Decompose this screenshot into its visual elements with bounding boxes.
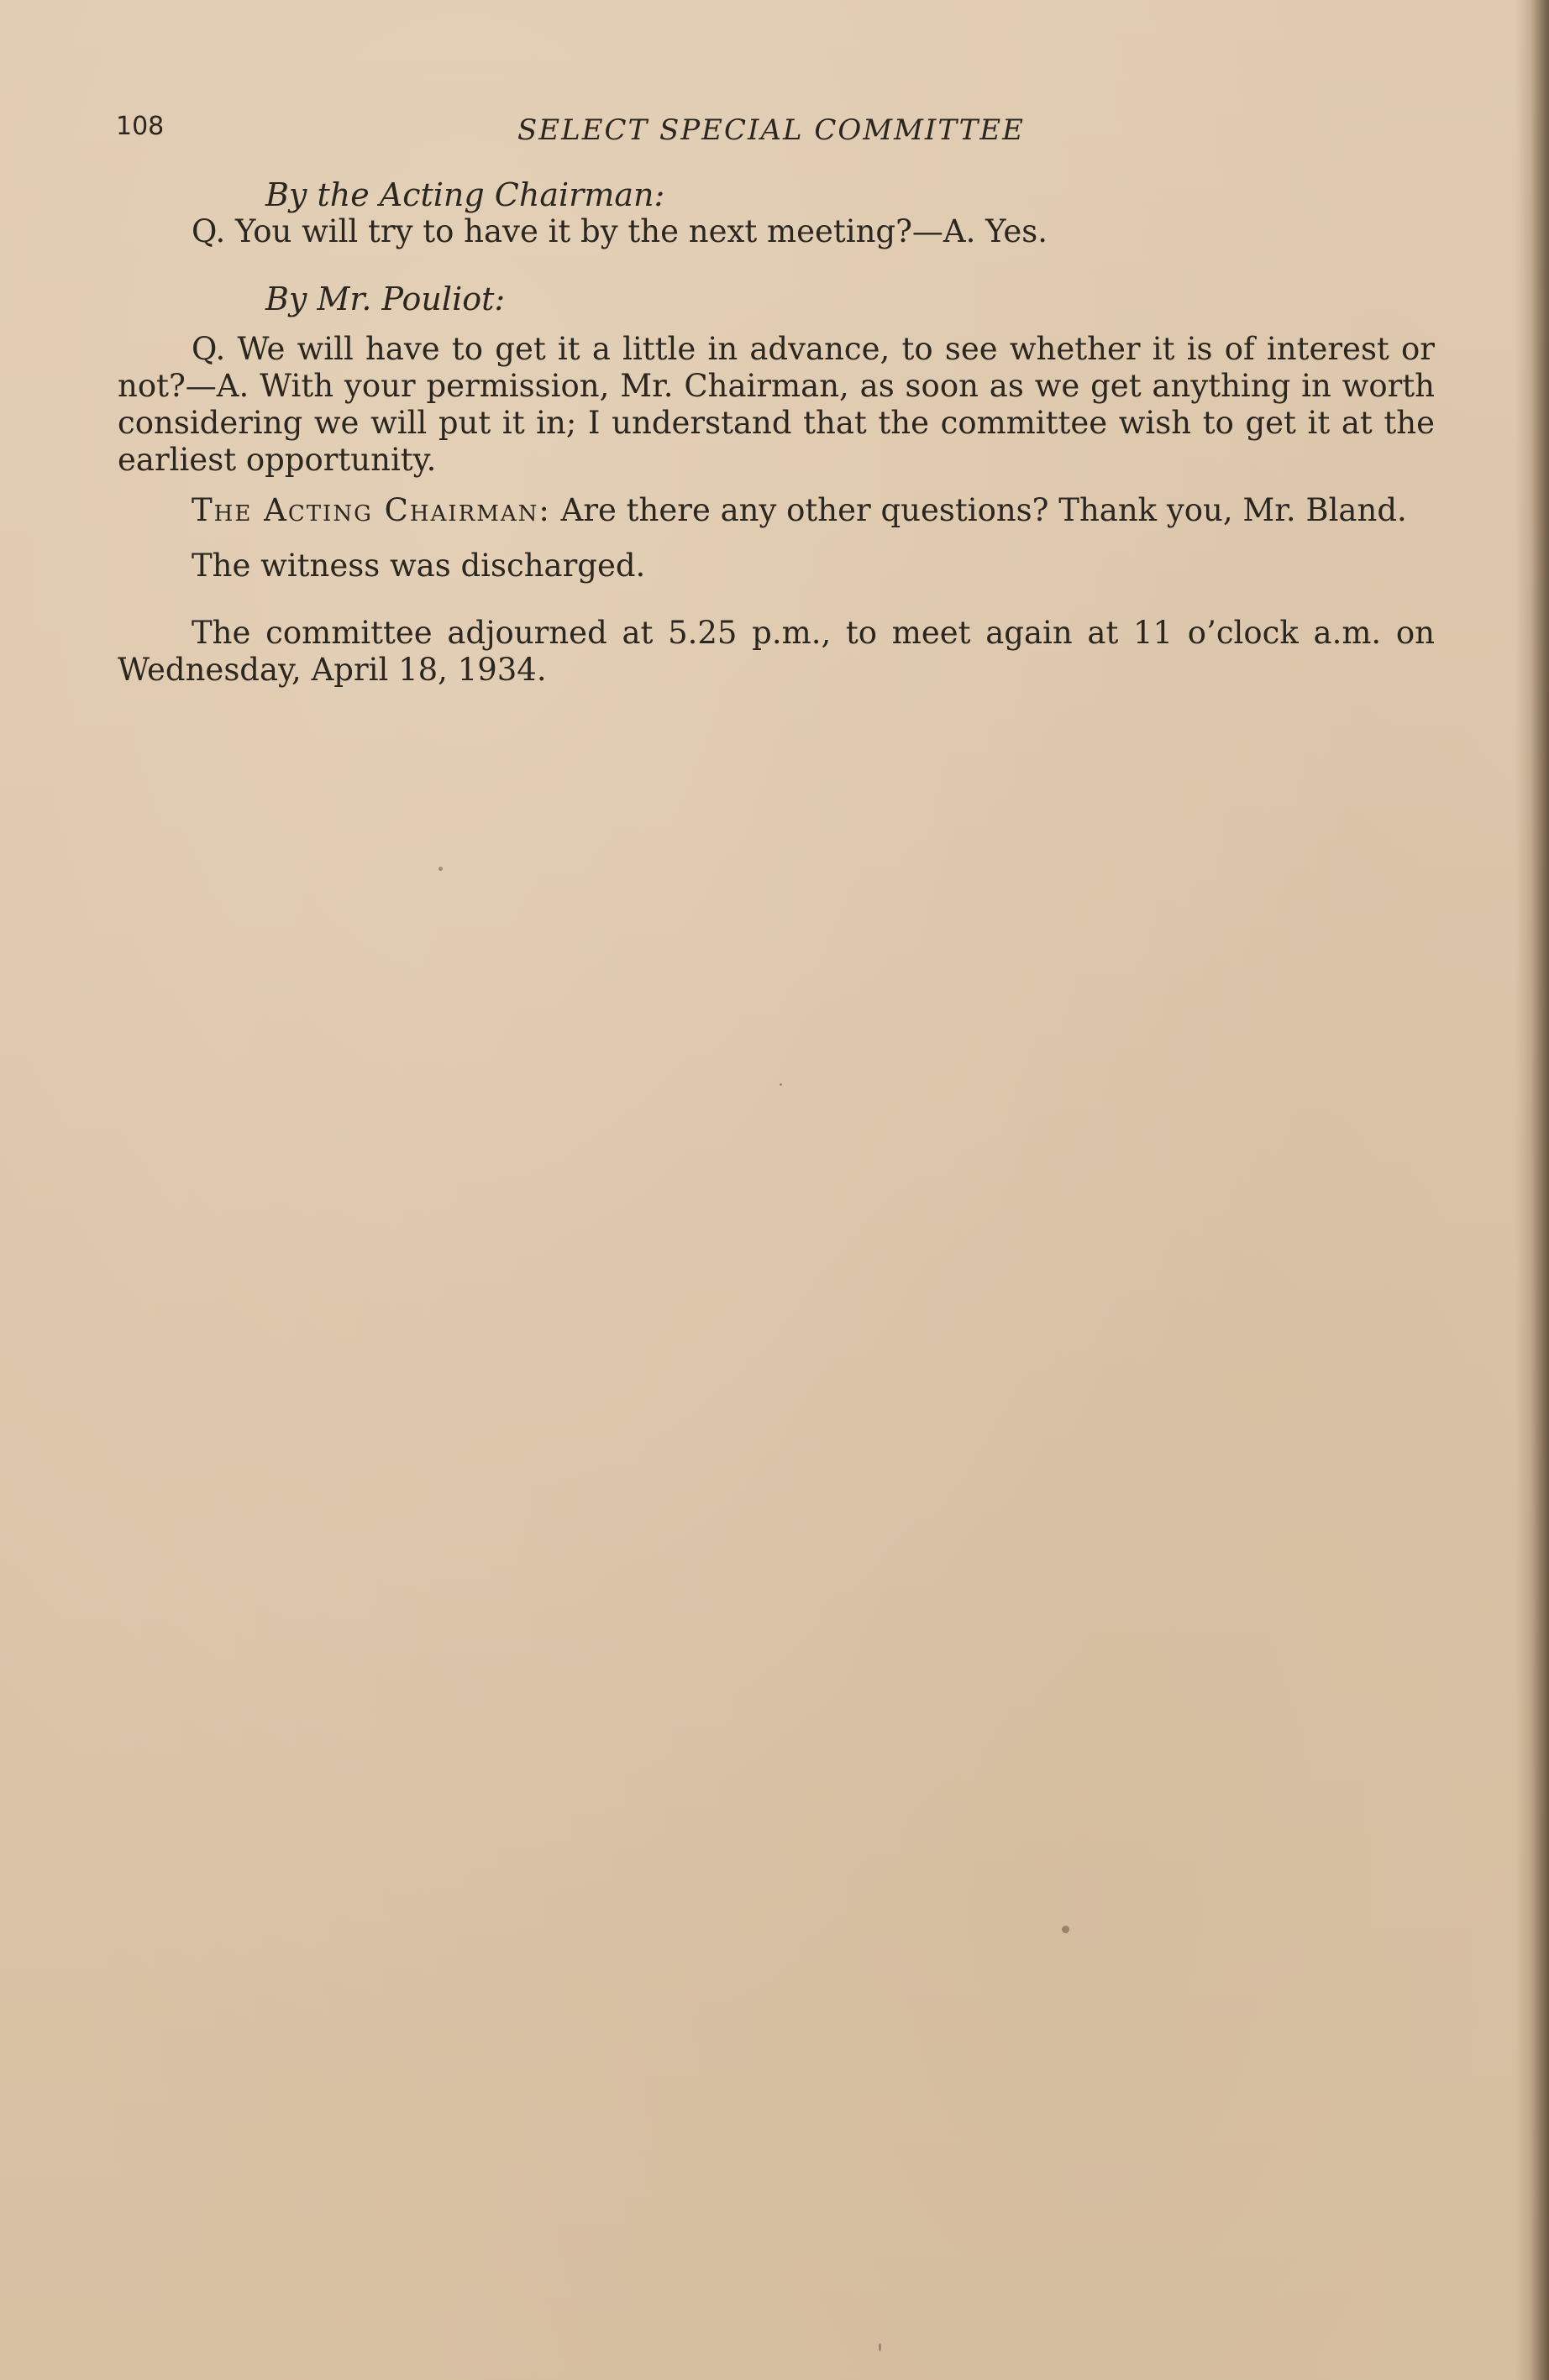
remark-text: Are there any other questions? Thank you, Mr. Bland. [560,492,1407,528]
discharge-paragraph: The witness was discharged. [192,548,646,584]
page-binding-shadow [1515,0,1549,2380]
paper-speck [438,867,443,871]
page-number: 108 [116,112,165,141]
document-body [118,176,1435,689]
paper-speck [1062,1926,1069,1933]
question-answer-paragraph: Q. We will have to get it a little in advance, to see whether it is of interest or not?—A. With your permission, Mr. Chairman, as soon as we get anything in worth considering we will put it in; I understand that the committee wish to get it at the earliest opportunity. [118,331,1435,478]
chairman-remark-paragraph [118,492,1435,529]
paper-speck [780,1083,782,1086]
speaker-heading: By Mr. Pouliot: [265,280,506,317]
speaker-label: The Acting Chairman: [192,492,551,528]
question-answer-paragraph: Q. You will try to have it by the next meeting?—A. Yes. [192,213,1048,249]
adjournment-paragraph: The committee adjourned at 5.25 p.m., to meet again at 11 o’clock a.m. on Wednesday, April 18, 1934. [118,615,1435,688]
speaker-heading: By the Acting Chairman: [265,176,665,213]
paper-speck [879,2343,881,2351]
running-head: SELECT SPECIAL COMMITTEE [517,113,1025,147]
